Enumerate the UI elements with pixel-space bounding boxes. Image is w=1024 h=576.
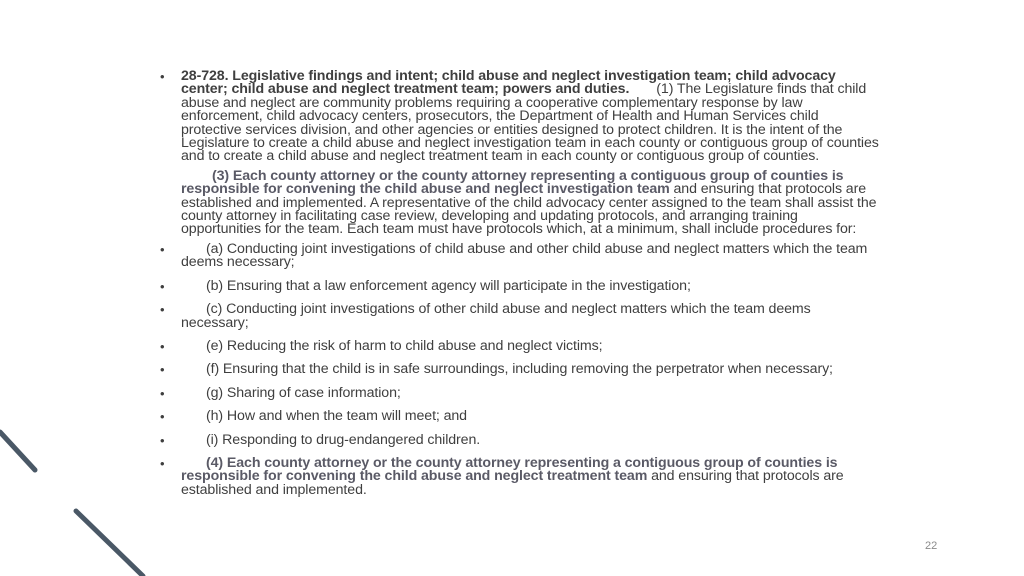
decor-line-upper [0, 432, 35, 470]
list-item-i-text: (i) Responding to drug-endangered children. [206, 431, 481, 448]
page-number: 22 [925, 540, 938, 552]
statute-paragraph-1 [181, 70, 881, 164]
list-item-c [181, 303, 881, 330]
list-item-h [181, 410, 881, 423]
slide-body [181, 70, 881, 497]
list-item-i [181, 431, 881, 448]
list-item-b-text: (b) Ensuring that a law enforcement agency will participate in the investigation; [206, 277, 691, 294]
paragraph-4-bold: (4) Each county attorney or the county attorney representing a contiguous group of counties is responsible for convening the child abuse and neglect treatment team [181, 454, 838, 485]
list-item-f-text: (f) Ensuring that the child is in safe surroundings, including removing the perpetrator when necessary; [206, 361, 833, 378]
list-item-c-text: (c) Conducting joint investigations of other child abuse and neglect matters which the team deems necessary; [181, 301, 811, 331]
statute-heading: 28-728. Legislative findings and intent; child abuse and neglect investigation team; child advocacy center; child abuse and neglect treatment team; powers and duties. [181, 68, 836, 98]
list-item-f [181, 363, 881, 376]
paragraph-3-bold: (3) Each county attorney or the county attorney representing a contiguous group of counties is responsible for convening the child abuse and neglect investigation team [181, 167, 844, 198]
statute-paragraph-3 [181, 167, 881, 238]
list-item-a [181, 240, 881, 271]
list-item-b [181, 277, 881, 294]
list-item-e [181, 337, 881, 354]
list-item-g-text: (g) Sharing of case information; [206, 384, 401, 401]
list-item-e-text: (e) Reducing the risk of harm to child abuse and neglect victims; [206, 337, 603, 354]
decor-line-lower [76, 511, 143, 576]
statute-paragraph-4 [181, 454, 881, 498]
list-item-g [181, 384, 881, 401]
statute-text-1: (1) The Legislature finds that child abuse and neglect are community problems requiring a cooperative complementary response by law enforcement, child advocacy centers, prosecutors, the Department of Health and Human Services child protective services division, and other agencies or entities designed to protect children. It is the intent of the Legislature to create a child abuse and neglect investigation team in each county or contiguous group of counties and to create a child abuse and neglect treatment team in each county or contiguous group of counties. [181, 81, 879, 165]
list-item-a-text: (a) Conducting joint investigations of child abuse and other child abuse and neglect matters which the team deems necessary; [181, 240, 868, 271]
paragraph-4-text: and ensuring that protocols are established and implemented. [181, 468, 844, 498]
list-item-h-text: (h) How and when the team will meet; and [206, 408, 467, 425]
paragraph-3-text: and ensuring that protocols are established and implemented. A representative of the child advocacy center assigned to the team shall assist the county attorney in facilitating case review, developing and updating protocols, and arranging training opportunities for the team. Each team must have protocols which, at a minimum, shall include procedures for: [181, 181, 877, 238]
